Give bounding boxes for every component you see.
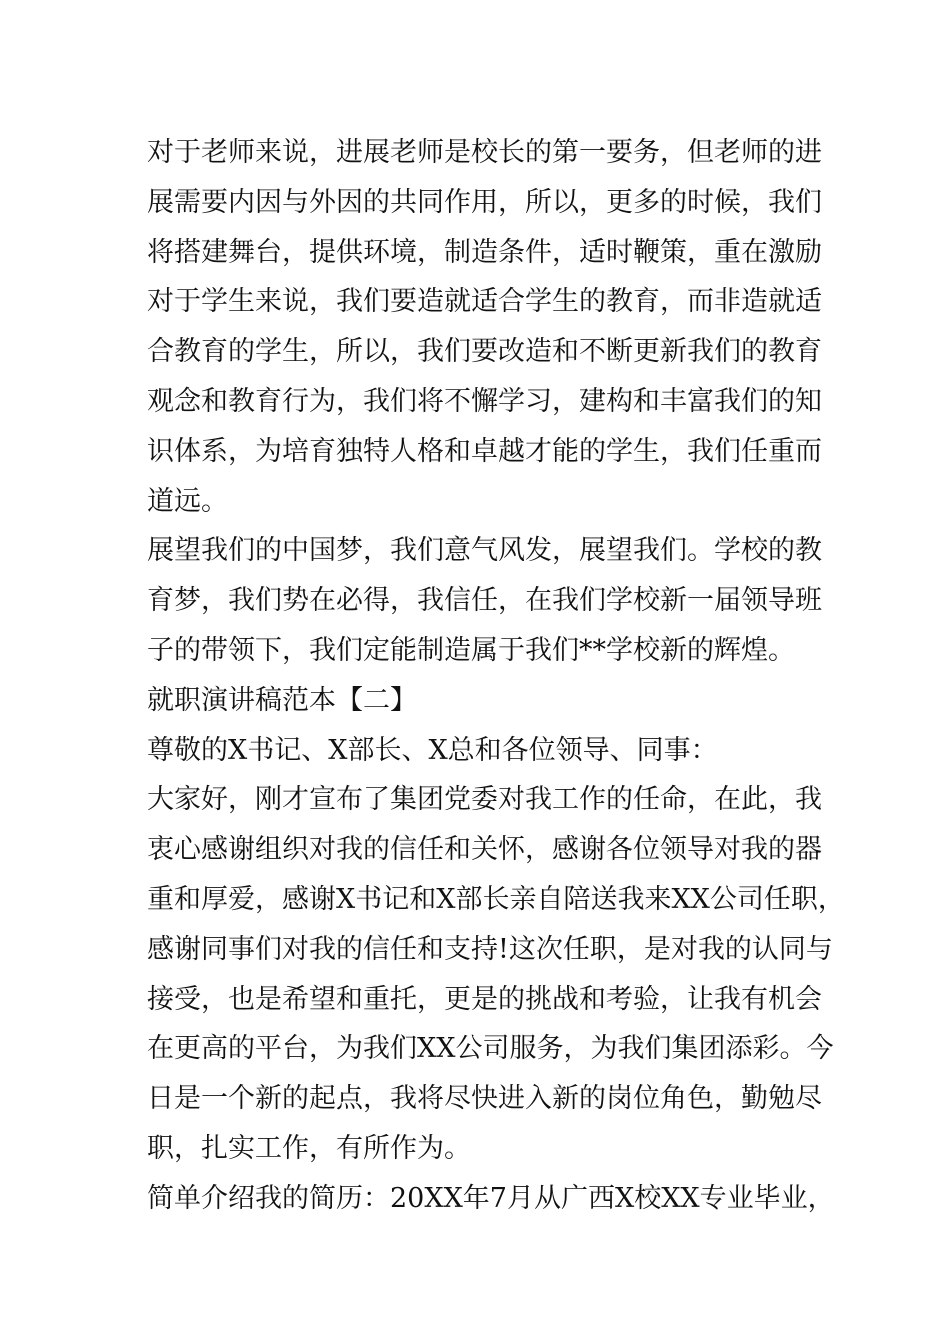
text-line: 对于学生来说，我们要造就适合学生的教育，而非造就适 bbox=[147, 286, 822, 318]
text-line: 大家好，刚才宣布了集团党委对我工作的任命，在此，我 bbox=[147, 784, 822, 816]
text-line: 将搭建舞台，提供环境，制造条件，适时鞭策，重在激励 bbox=[147, 236, 822, 268]
text-line: 日是一个新的起点，我将尽快进入新的岗位角色，勤勉尽 bbox=[147, 1083, 822, 1115]
document-body bbox=[147, 128, 845, 1224]
text-line: 育梦，我们势在必得，我信任，在我们学校新一届领导班 bbox=[147, 585, 822, 617]
text-line: 简单介绍我的简历：20XX年7月从广西X校XX专业毕业， bbox=[147, 1182, 835, 1214]
text-line: 对于老师来说，进展老师是校长的第一要务，但老师的进 bbox=[147, 137, 822, 168]
text-line: 衷心感谢组织对我的信任和关怀，感谢各位领导对我的器 bbox=[147, 834, 822, 866]
text-line: 重和厚爱，感谢X书记和X部长亲自陪送我来XX公司任职， bbox=[147, 883, 845, 915]
text-line: 子的带领下，我们定能制造属于我们**学校新的辉煌。 bbox=[147, 634, 795, 666]
text-line: 识体系，为培育独特人格和卓越才能的学生，我们任重而 bbox=[147, 435, 822, 467]
text-line: 展需要内因与外因的共同作用，所以，更多的时候，我们 bbox=[147, 186, 822, 218]
text-line: 接受，也是希望和重托，更是的挑战和考验，让我有机会 bbox=[147, 983, 822, 1015]
text-line: 在更高的平台，为我们XX公司服务，为我们集团添彩。今 bbox=[147, 1033, 834, 1065]
salutation-line: 尊敬的X书记、X部长、X总和各位领导、同事： bbox=[147, 734, 718, 766]
section-heading: 就职演讲稿范本【二】 bbox=[147, 684, 417, 716]
text-line: 职，扎实工作，有所作为。 bbox=[147, 1132, 471, 1164]
text-line: 道远。 bbox=[147, 485, 228, 517]
text-line: 合教育的学生，所以，我们要改造和不断更新我们的教育 bbox=[147, 336, 822, 368]
text-line: 观念和教育行为，我们将不懈学习，建构和丰富我们的知 bbox=[147, 385, 822, 417]
text-line: 感谢同事们对我的信任和支持!这次任职，是对我的认同与 bbox=[147, 933, 833, 965]
text-line: 展望我们的中国梦，我们意气风发，展望我们。学校的教 bbox=[147, 535, 822, 567]
